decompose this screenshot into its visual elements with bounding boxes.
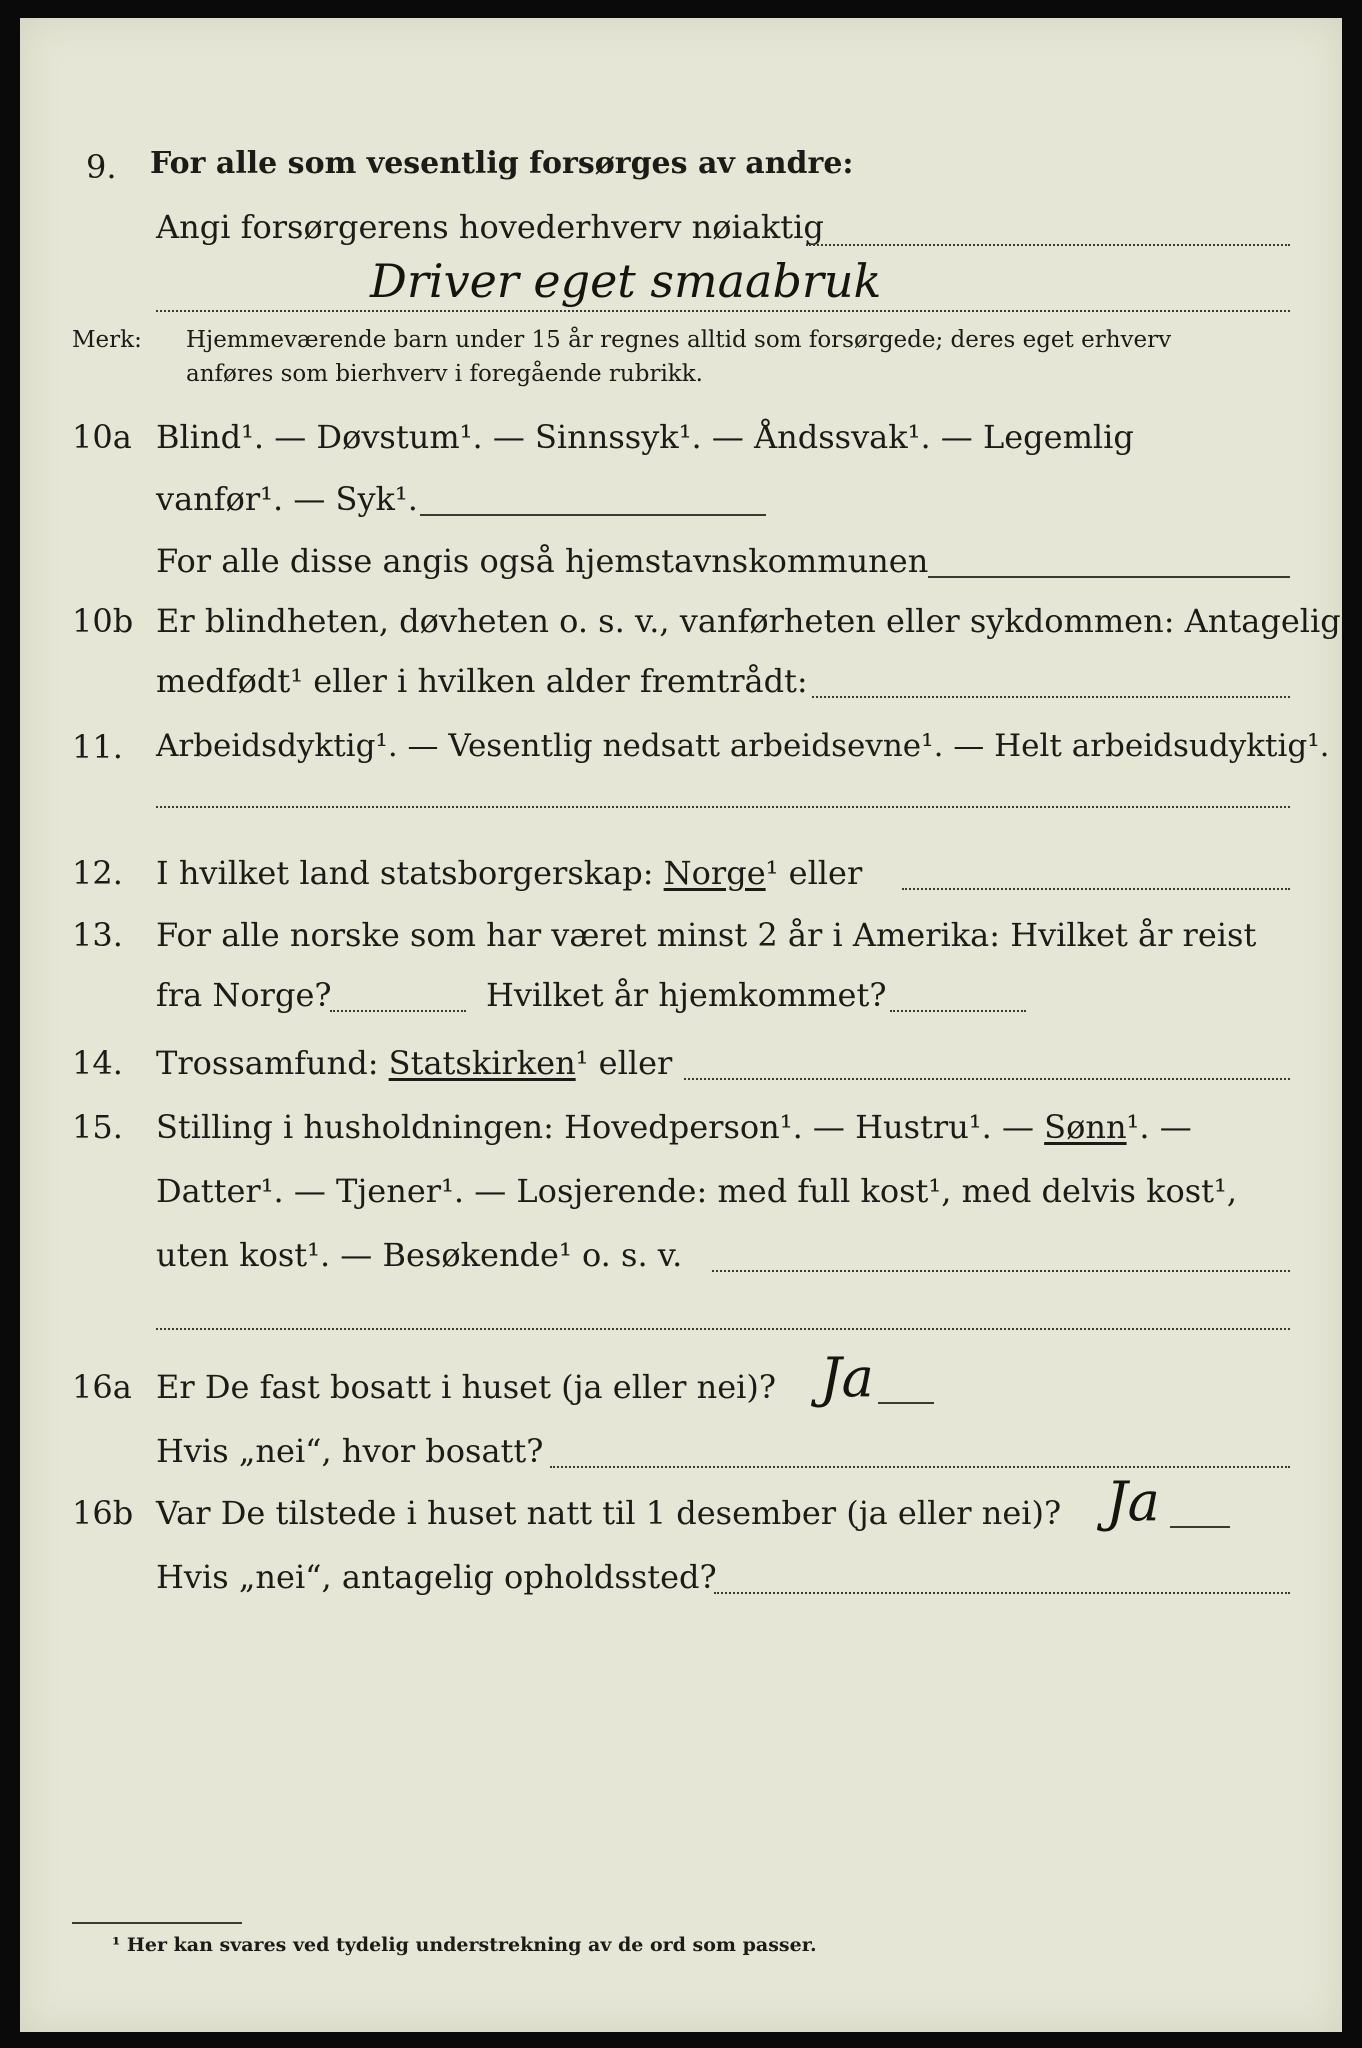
q15-number: 15.	[72, 1108, 123, 1146]
q15-line3: uten kost¹. — Besøkende¹ o. s. v.	[156, 1236, 683, 1274]
q13-line1: For alle norske som har været minst 2 år i Amerika: Hvilket år reist	[156, 916, 1257, 954]
merk-line1: Hjemmeværende barn under 15 år regnes alltid som forsørgede; deres eget erhverv	[186, 327, 1172, 353]
q9-prompt-line	[806, 244, 1290, 246]
q13-departure-line	[330, 1010, 466, 1012]
q10b-line1: Er blindheten, døvheten o. s. v., vanførheten eller sykdommen: Antagelig	[156, 602, 1341, 640]
q16b-line1: Var De tilstede i huset natt til 1 desember (ja eller nei)?	[156, 1494, 1062, 1532]
q15-line1	[156, 1108, 1192, 1146]
q12-number: 12.	[72, 854, 123, 892]
q15-line1-post: ¹. —	[1126, 1108, 1192, 1146]
q10a-line1: Blind¹. — Døvstum¹. — Sinnssyk¹. — Åndssvak¹. — Legemlig	[156, 418, 1134, 456]
q15-line1-pre: Stilling i husholdningen: Hovedperson¹. — Hustru¹. —	[156, 1108, 1034, 1146]
q10b-number: 10b	[72, 602, 134, 640]
census-form-page	[20, 18, 1342, 2032]
q12-post: ¹ eller	[765, 854, 863, 892]
q16a-answer-line	[878, 1402, 934, 1404]
q10a-number: 10a	[72, 418, 132, 456]
q9-handwritten-answer: Driver eget smaabruk	[370, 254, 882, 308]
q11-number: 11.	[72, 728, 123, 766]
q14-text	[156, 1044, 672, 1082]
q15-line2: Datter¹. — Tjener¹. — Losjerende: med full kost¹, med delvis kost¹,	[156, 1172, 1238, 1210]
q10b-line2: medfødt¹ eller i hvilken alder fremtrådt:	[156, 662, 808, 700]
q16b-line2: Hvis „nei“, antagelig opholdssted?	[156, 1558, 717, 1596]
q9-number: 9.	[86, 148, 117, 186]
q10a-line2: vanfør¹. — Syk¹.	[156, 480, 418, 518]
q13-line2a: fra Norge?	[156, 976, 332, 1014]
q16b-answer-line	[1170, 1526, 1230, 1528]
q16b-number: 16b	[72, 1494, 134, 1532]
q16a-residence-line	[550, 1466, 1290, 1468]
q14-pre: Trossamfund:	[156, 1044, 379, 1082]
q16a-number: 16a	[72, 1368, 132, 1406]
merk-label: Merk:	[72, 327, 142, 353]
q12-pre: I hvilket land statsborgerskap:	[156, 854, 654, 892]
q9-prompt: Angi forsørgerens hovederhverv nøiaktig	[156, 208, 824, 246]
q16b-handwritten-answer: Ja	[1106, 1470, 1160, 1533]
q10b-answer-line	[812, 696, 1290, 698]
q12-answer-line	[902, 888, 1290, 890]
q16a-handwritten-answer: Ja	[820, 1346, 874, 1409]
footnote-text: ¹ Her kan svares ved tydelig understrekning av de ord som passer.	[112, 1934, 817, 1956]
q14-underlined-statskirken: Statskirken	[388, 1044, 576, 1082]
q12-underlined-norge: Norge	[663, 854, 766, 892]
q9-title: For alle som vesentlig forsørges av andre:	[150, 146, 854, 181]
q15-underlined-sonn: Sønn	[1044, 1108, 1127, 1146]
q16a-line1: Er De fast bosatt i huset (ja eller nei)?	[156, 1368, 777, 1406]
q14-answer-line	[684, 1078, 1290, 1080]
footnote-divider	[72, 1922, 242, 1924]
q13-return-line	[890, 1010, 1026, 1012]
q12-text	[156, 854, 862, 892]
q13-line2b: Hvilket år hjemkommet?	[486, 976, 887, 1014]
q16b-location-line	[714, 1592, 1290, 1594]
q13-number: 13.	[72, 916, 123, 954]
q16a-line2: Hvis „nei“, hvor bosatt?	[156, 1432, 544, 1470]
q11-answer-line	[156, 806, 1290, 808]
q10a-sick-line	[420, 514, 766, 516]
q9-answer-line	[156, 310, 1290, 312]
q11-line1: Arbeidsdyktig¹. — Vesentlig nedsatt arbeidsevne¹. — Helt arbeidsudyktig¹.	[156, 728, 1330, 764]
merk-line2: anføres som bierhverv i foregående rubrikk.	[186, 361, 703, 387]
q15-extra-line	[156, 1328, 1290, 1330]
q15-answer-line	[712, 1270, 1290, 1272]
q10a-home-municipality-line	[928, 576, 1290, 578]
q14-number: 14.	[72, 1044, 123, 1082]
q10a-line3: For alle disse angis også hjemstavnskommunen	[156, 542, 929, 580]
q14-post: ¹ eller	[575, 1044, 673, 1082]
